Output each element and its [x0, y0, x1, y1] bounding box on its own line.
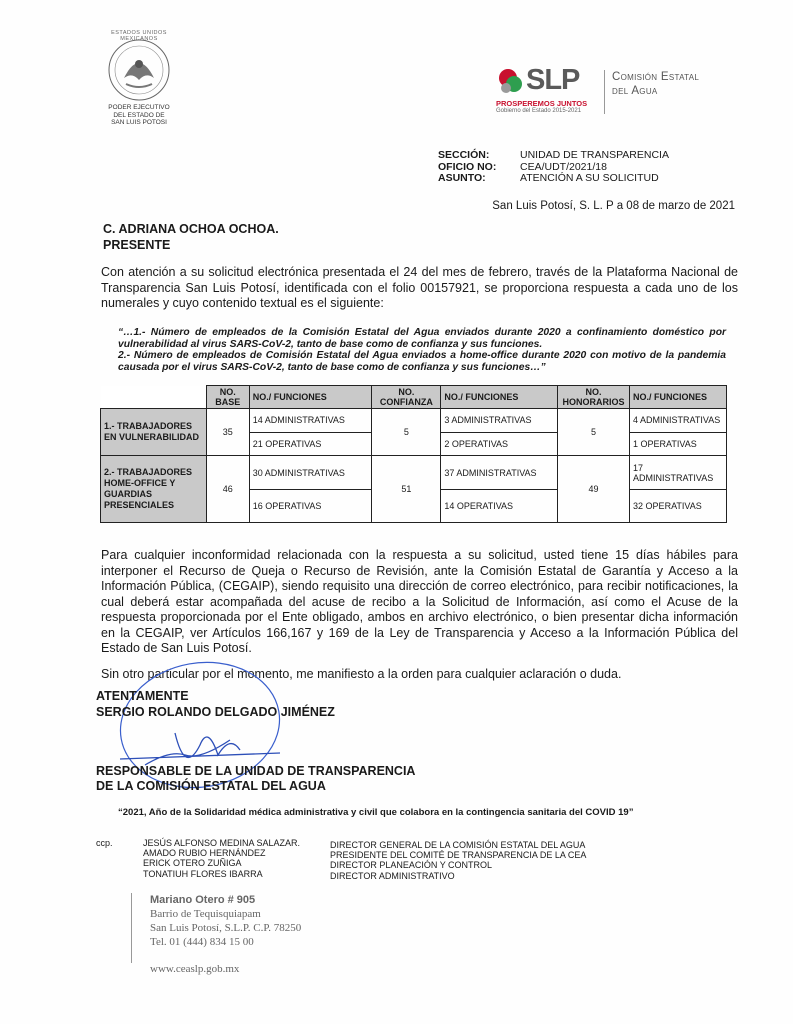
oficio-label: OFICIO NO: [438, 160, 497, 173]
inconformity-paragraph: Para cualquier inconformidad relacionada con la respuesta a su solicitud, usted tiene 15 días hábiles para interponer el Recurso de Queja o Recurso de Revisión, ante la Comisión Estatal de Garantía y Acceso a la Información Pública, (CEGAIP), siendo requisito una dirección de correo electrónico, para recibir notificaciones, la cual deberá estar acompañada del acuse de recibo a la Solicitud de Información, así como el Acuse de la respuesta proporcionada por el Ente obligado, ambos en archivo electrónico, o bien presentar dicha información en la CEGAIP, ver Artículos 166,167 y 169 de la Ley de Transparencia y Acceso a la Información Pública del Estado de San Luis Potosí. [101, 548, 738, 655]
cell-base-oper: 16 OPERATIVAS [249, 490, 372, 523]
col-header-confianza-funciones: NO./ FUNCIONES [441, 386, 558, 409]
address-block [150, 893, 301, 949]
cell-confianza-oper: 14 OPERATIVAS [441, 490, 558, 523]
cell-base-admin: 30 ADMINISTRATIVAS [249, 456, 372, 490]
recipient-salutation: PRESENTE [103, 238, 171, 252]
year-motto: “2021, Año de la Solidaridad médica administrativa y civil que colabora en la contingencia sanitaria del COVID 19” [118, 807, 634, 818]
cell-honorarios-admin: 4 ADMINISTRATIVAS [630, 409, 727, 433]
employees-table [100, 385, 727, 523]
address-divider [131, 893, 132, 963]
cell-honorarios-oper: 1 OPERATIVAS [630, 432, 727, 456]
ccp-role: DIRECTOR ADMINISTRATIVO [330, 870, 455, 881]
seal-line-2: DEL ESTADO DE [113, 111, 165, 119]
ccp-role: PRESIDENTE DEL COMITÉ DE TRANSPARENCIA DE LA CEA [330, 850, 587, 861]
recipient-name: C. ADRIANA OCHOA OCHOA. [103, 222, 279, 236]
signer-name: SERGIO ROLANDO DELGADO JIMÉNEZ [96, 705, 335, 719]
ccp-role: DIRECTOR GENERAL DE LA COMISIÓN ESTATAL DEL AGUA [330, 840, 586, 850]
website-link[interactable]: www.ceaslp.gob.mx [150, 963, 240, 975]
intro-paragraph: Con atención a su solicitud electrónica presentada el 24 del mes de febrero, través de la Plataforma Nacional de Transparencia San Luis Potosí, identificada con el folio 00157921, se proporciona respuesta a cada uno de los numerales y cuyo contenido textual es el siguiente: [101, 265, 738, 310]
asunto-label: ASUNTO: [438, 172, 486, 184]
cell-base-admin: 14 ADMINISTRATIVAS [249, 409, 372, 433]
request-quote: “…1.- Número de empleados de la Comisión Estatal del Agua enviados durante 2020 a confinamiento doméstico por vulnerabilidad al virus SARS-CoV-2, tanto de base como de confianza y sus funciones. 2.- Número de empleados de Comisión Estatal del Agua enviados a home-office durante 2020 con motivo de la pandemia causada por el virus SARS-CoV-2, tanto de base como de confianza y sus funciones…” [118, 327, 726, 373]
state-seal [100, 38, 178, 127]
address-city: San Luis Potosí, S.L.P. C.P. 78250 [150, 922, 302, 934]
cell-base: 46 [206, 456, 249, 523]
oficio-value: CEA/UDT/2021/18 [520, 160, 607, 173]
table-corner [101, 386, 207, 409]
ccp-name: TONATIUH FLORES IBARRA [143, 868, 263, 879]
table-row [101, 456, 727, 490]
signer-position [96, 764, 415, 794]
cell-confianza-admin: 3 ADMINISTRATIVAS [441, 409, 558, 433]
recipient [103, 221, 279, 253]
cell-honorarios-admin: 17 ADMINISTRATIVAS [630, 456, 727, 490]
address-street: Mariano Otero # 905 [150, 894, 256, 906]
position-line-2: DE LA COMISIÓN ESTATAL DEL AGUA [96, 779, 326, 793]
agency-line-1: Comisión Estatal [612, 71, 700, 83]
slp-logo [496, 64, 606, 114]
closing-regards: ATENTAMENTE [96, 689, 189, 703]
seccion-value: UNIDAD DE TRANSPARENCIA [520, 149, 669, 161]
cell-confianza: 51 [372, 456, 441, 523]
position-line-1: RESPONSABLE DE LA UNIDAD DE TRANSPARENCIA [96, 764, 416, 778]
seal-line-3: SAN LUIS POTOSI [111, 119, 167, 126]
table-header-row [101, 386, 727, 409]
cell-honorarios: 5 [558, 409, 630, 456]
ccp-names [143, 838, 300, 879]
address-neighborhood: Barrio de Tequisquiapam [150, 908, 261, 920]
ccp-name: AMADO RUBIO HERNÁNDEZ [143, 848, 266, 859]
agency-name [612, 70, 699, 98]
col-header-base-funciones: NO./ FUNCIONES [249, 386, 372, 409]
col-header-honorarios-funciones: NO./ FUNCIONES [630, 386, 727, 409]
cell-base-oper: 21 OPERATIVAS [249, 432, 372, 456]
ccp-roles [330, 840, 586, 881]
col-header-confianza: NO. CONFIANZA [372, 386, 441, 409]
slp-mark-icon [496, 66, 524, 96]
address-phone: Tel. 01 (444) 834 15 00 [150, 936, 254, 948]
col-header-base: NO. BASE [206, 386, 249, 409]
row-category: 2.- TRABAJADORES HOME-OFFICE Y GUARDIAS PRESENCIALES [101, 456, 207, 523]
cell-confianza-oper: 2 OPERATIVAS [441, 432, 558, 456]
closing-line: Sin otro particular por el momento, me manifiesto a la orden para cualquier aclaración o duda. [101, 667, 622, 681]
seal-line-1: PODER EJECUTIVO [108, 104, 170, 111]
slp-gov: Gobierno del Estado 2015-2021 [496, 108, 582, 114]
cell-honorarios: 49 [558, 456, 630, 523]
slp-wordmark: SLP [526, 64, 580, 96]
eagle-seal-icon [104, 38, 174, 102]
cell-honorarios-oper: 32 OPERATIVAS [630, 490, 727, 523]
ccp-label: ccp. [96, 838, 113, 848]
letter-date: San Luis Potosí, S. L. P a 08 de marzo de 2021 [492, 200, 735, 212]
closing-block [96, 688, 335, 720]
seccion-label: SECCIÓN: [438, 149, 490, 161]
slp-slogan: PROSPEREMOS JUNTOS [496, 99, 588, 108]
ccp-name: JESÚS ALFONSO MEDINA SALAZAR. [143, 838, 301, 848]
ccp-name: ERICK OTERO ZUÑIGA [143, 858, 242, 869]
ccp-role: DIRECTOR PLANEACIÓN Y CONTROL [330, 860, 493, 871]
col-header-honorarios: NO. HONORARIOS [558, 386, 630, 409]
seal-arc-text: ESTADOS UNIDOS MEXICANOS [111, 30, 167, 42]
row-category: 1.- TRABAJADORES EN VULNERABILIDAD [101, 409, 207, 456]
reference-block [438, 150, 669, 185]
cell-base: 35 [206, 409, 249, 456]
table-row [101, 409, 727, 433]
cell-confianza-admin: 37 ADMINISTRATIVAS [441, 456, 558, 490]
agency-line-2: del Agua [612, 85, 658, 97]
asunto-value: ATENCIÓN A SU SOLICITUD [520, 172, 659, 184]
header-divider [604, 70, 605, 114]
cell-confianza: 5 [372, 409, 441, 456]
